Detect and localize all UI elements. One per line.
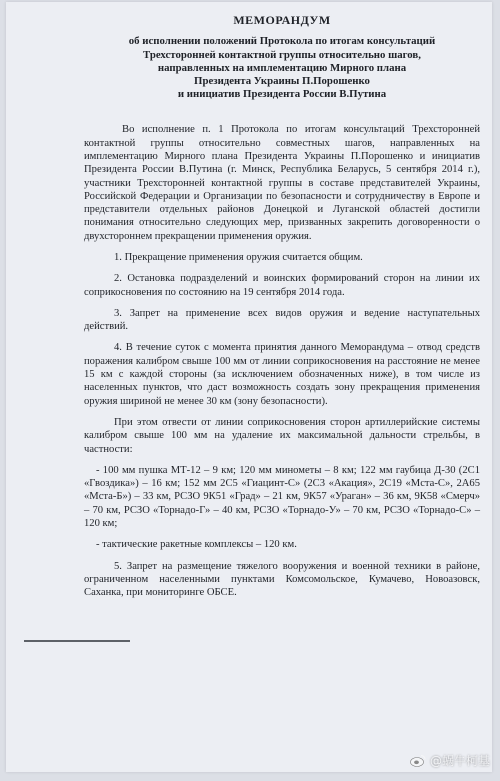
document-title: МЕМОРАНДУМ <box>233 13 331 27</box>
subtitle-line: и инициатив Президента России В.Путина <box>177 88 387 101</box>
guns-list: - 100 мм пушка МТ-12 – 9 км; 120 мм минометы – 8 км; 122 мм гаубица Д-30 (2С1 «Гвоздика») – 16 км; 152 мм 2С5 «Гиацинт-С» (2С3 «Акация», 2С19 «Мста-С», 2А65 «Мста-Б») – 33 км, РСЗО 9К51 «Град» – 21 км, 9К57 «Ураган» – 36 км, 9К58 «Смерч» – 70 км, РСЗО «Торнадо-Г» – 40 км, РСЗО «Торнадо-У» – 70 км, РСЗО «Торнадо-С» – 120 км; <box>84 464 480 530</box>
watermark <box>410 752 490 769</box>
watermark-text: @蜗牛柯基 <box>429 754 490 768</box>
item-4: 4. В течение суток с момента принятия данного Меморандума – отвод средств поражения калибром свыше 100 мм от линии соприкосновения на расстояние не менее 15 км с каждой стороны (за исключением обозначенных ниже), в том числе из населенных пунктов, что даст возможность создать зону прекращения применения оружия шириной не менее 30 км (зону безопасности). <box>84 342 480 407</box>
missiles-list: - тактические ракетные комплексы – 120 км. <box>96 539 297 551</box>
intro-paragraph: Во исполнение п. 1 Протокола по итогам консультаций Трехсторонней контактной группы относительно совместных шагов, направленных на имплементацию Мирного плана Президента Украины П.Порошенко и инициатив Президента России В.Путина (г. Минск, Республика Беларусь, 5 сентября 2014 г.), участники Трехсторонней контактной группы в составе представителей Украины, Российской Федерации и Организации по безопасности и сотрудничеству в Европе и представители отдельных районов Донецкой и Луганской областей достигли понимания относительно следующих мер, призванных закрепить договоренности о двухстороннем прекращении применения оружия. <box>84 124 480 242</box>
weibo-icon <box>410 754 426 767</box>
document-page <box>6 2 492 772</box>
item-5: 5. Запрет на размещение тяжелого вооружения и военной техники в районе, ограниченном населенными пунктами Комсомольское, Кумачево, Новоазовск, Саханка, при мониторинге ОБСЕ. <box>84 560 480 599</box>
item-1: 1. Прекращение применения оружия считается общим. <box>114 251 363 263</box>
artillery-paragraph: При этом отвести от линии соприкосновения сторон артиллерийские системы калибром свыше 100 мм на удаление их максимальной дальности стрельбы, в частности: <box>84 416 480 455</box>
item-3: 3. Запрет на применение всех видов оружия и ведение наступательных действий. <box>84 307 480 333</box>
subtitle-line: об исполнении положений Протокола по итогам консультаций <box>128 35 436 48</box>
margin-line <box>24 640 130 642</box>
subtitle-line: Президента Украины П.Порошенко <box>194 74 370 87</box>
item-2: 2. Остановка подразделений и воинских формирований сторон на линии их соприкосновения по состоянию на 19 сентября 2014 года. <box>84 273 480 298</box>
subtitle-line: направленных на имплементацию Мирного плана <box>157 61 407 74</box>
subtitle-line: Трехсторонней контактной группы относительно шагов, <box>143 48 421 61</box>
document-body <box>84 14 480 608</box>
document-subtitle <box>84 35 480 101</box>
